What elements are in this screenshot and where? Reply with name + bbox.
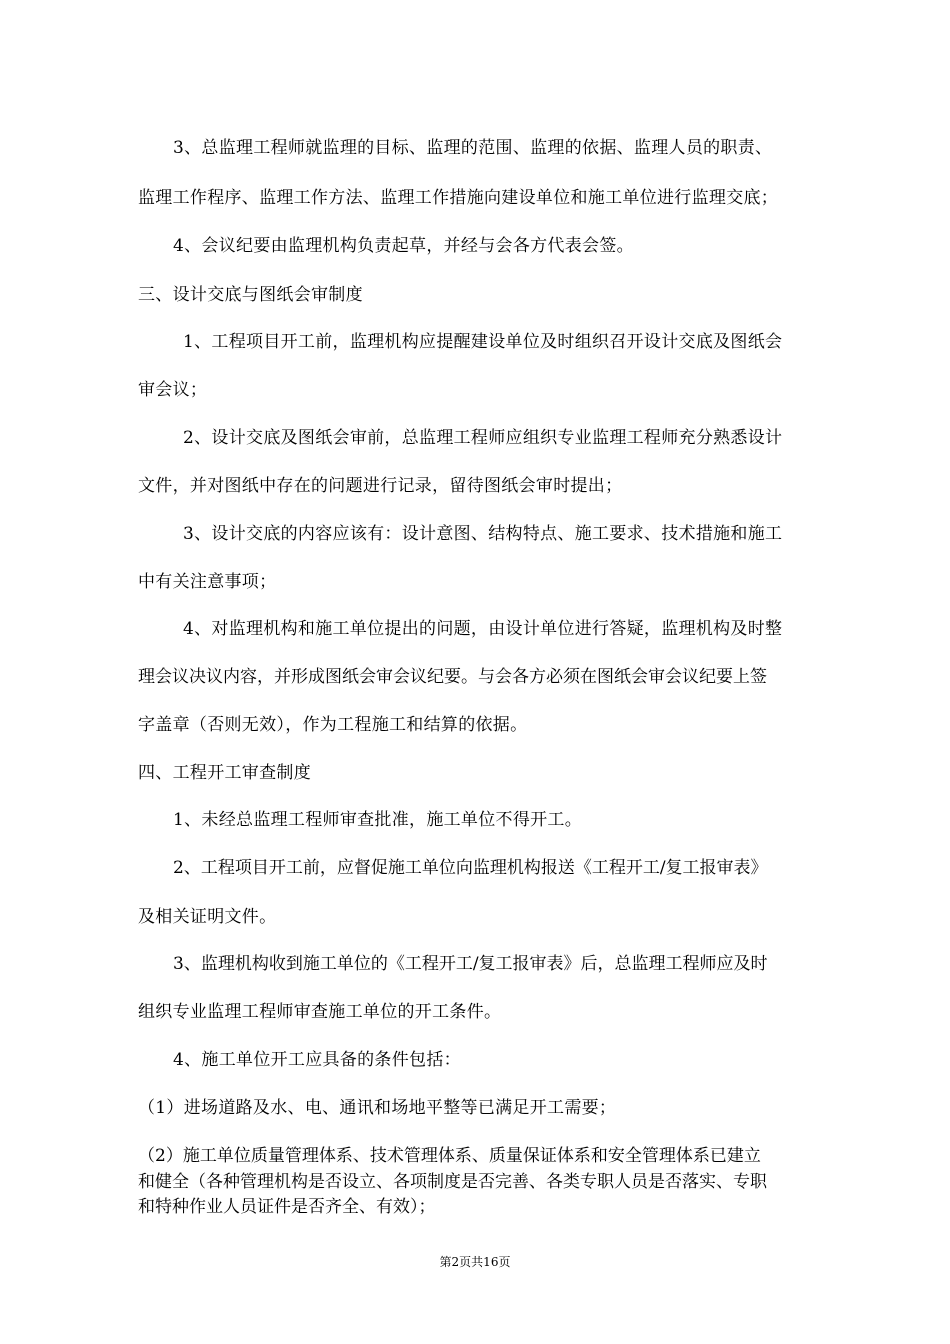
paragraph-line: 4、施工单位开工应具备的条件包括：	[173, 1050, 461, 1070]
paragraph-line: 2、工程项目开工前，应督促施工单位向监理机构报送《工程开工/复工报审表》	[173, 858, 768, 878]
paragraph-line: 3、总监理工程师就监理的目标、监理的范围、监理的依据、监理人员的职责、	[173, 138, 773, 158]
paragraph-line: 组织专业监理工程师审查施工单位的开工条件。	[138, 1002, 502, 1022]
paragraph-line: 字盖章（否则无效），作为工程施工和结算的依据。	[138, 715, 528, 735]
paragraph-line: 文件，并对图纸中存在的问题进行记录，留待图纸会审时提出；	[138, 476, 623, 496]
paragraph-line: 2、设计交底及图纸会审前，总监理工程师应组织专业监理工程师充分熟悉设计	[183, 428, 783, 448]
paragraph-line: 1、工程项目开工前，监理机构应提醒建设单位及时组织召开设计交底及图纸会	[183, 332, 783, 352]
paragraph-line: 中有关注意事项；	[138, 572, 277, 592]
section-heading: 四、工程开工审查制度	[138, 763, 311, 783]
paragraph-line: 1、未经总监理工程师审查批准，施工单位不得开工。	[173, 810, 583, 830]
paragraph-line: 3、监理机构收到施工单位的《工程开工/复工报审表》后，总监理工程师应及时	[173, 954, 768, 974]
list-item: （1）进场道路及水、电、通讯和场地平整等已满足开工需要；	[138, 1098, 617, 1118]
paragraph-line: 和健全（各种管理机构是否设立、各项制度是否完善、各类专职人员是否落实、专职	[138, 1172, 767, 1192]
page-number-footer: 第2页共16页	[439, 1255, 511, 1269]
paragraph-line: 监理工作程序、监理工作方法、监理工作措施向建设单位和施工单位进行监理交底；	[138, 188, 779, 208]
paragraph-line: 4、会议纪要由监理机构负责起草，并经与会各方代表会签。	[173, 236, 634, 256]
paragraph-line: 理会议决议内容，并形成图纸会审会议纪要。与会各方必须在图纸会审会议纪要上签	[138, 667, 767, 687]
paragraph-line: 及相关证明文件。	[138, 907, 277, 927]
paragraph-line: 和特种作业人员证件是否齐全、有效）；	[138, 1197, 436, 1217]
paragraph-line: 审会议；	[138, 380, 208, 400]
paragraph-line: 3、设计交底的内容应该有：设计意图、结构特点、施工要求、技术措施和施工	[183, 524, 783, 544]
section-heading: 三、设计交底与图纸会审制度	[138, 285, 363, 305]
paragraph-line: 4、对监理机构和施工单位提出的问题，由设计单位进行答疑，监理机构及时整	[183, 619, 783, 639]
list-item: （2）施工单位质量管理体系、技术管理体系、质量保证体系和安全管理体系已建立	[138, 1146, 761, 1166]
